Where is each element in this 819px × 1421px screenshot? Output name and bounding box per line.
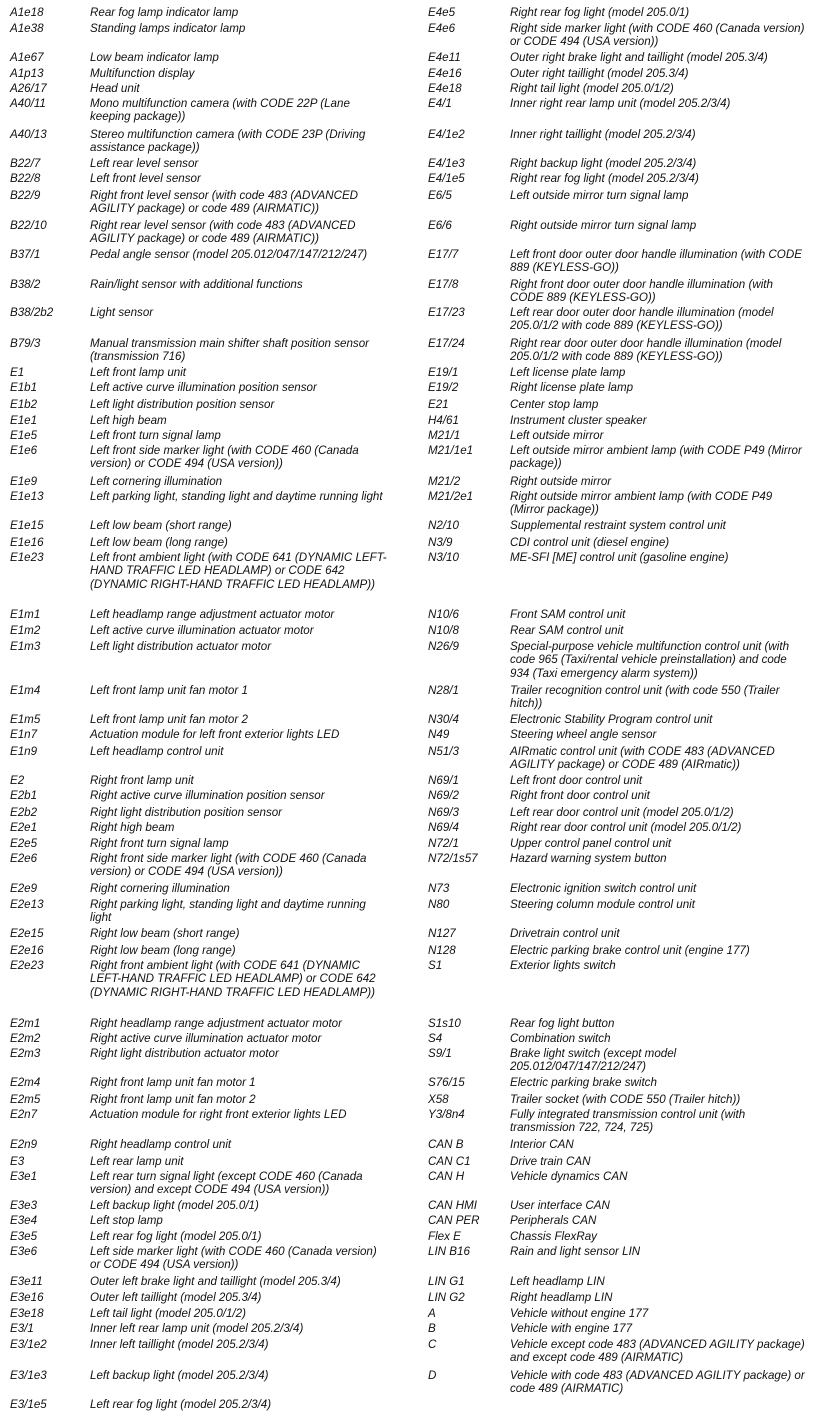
component-code: Y3/8n4	[428, 1108, 465, 1121]
component-description: Outer left brake light and taillight (model 205.3/4)	[90, 1275, 341, 1288]
component-description: Left outside mirror ambient lamp (with CODE P49 (Mirror package))	[510, 444, 802, 471]
component-code: B79/3	[10, 337, 41, 350]
component-code: E2e1	[10, 821, 38, 834]
component-description: Left rear turn signal light (except CODE 460 (Canada version) and except CODE 494 (USA version))	[90, 1170, 363, 1197]
component-description: Brake light switch (except model 205.012/047/147/212/247)	[510, 1047, 677, 1074]
component-code: B38/2b2	[10, 306, 54, 319]
component-code: S9/1	[428, 1047, 452, 1060]
component-description: Right parking light, standing light and daytime running light	[90, 898, 366, 925]
component-description: Right front lamp unit fan motor 1	[90, 1076, 256, 1089]
component-description: Light sensor	[90, 306, 154, 319]
component-description: Left rear door control unit (model 205.0/1/2)	[510, 806, 734, 819]
component-description: Right cornering illumination	[90, 882, 230, 895]
component-description: Chassis FlexRay	[510, 1230, 597, 1243]
component-description: Instrument cluster speaker	[510, 414, 647, 427]
component-code: CAN B	[428, 1138, 464, 1151]
component-code: E1m2	[10, 624, 41, 637]
component-description: Fully integrated transmission control unit (with transmission 722, 724, 725)	[510, 1108, 746, 1135]
component-code: E6/5	[428, 189, 452, 202]
component-code: N69/4	[428, 821, 459, 834]
component-description: Electronic Stability Program control unit	[510, 713, 713, 726]
component-description: User interface CAN	[510, 1199, 610, 1212]
component-code: A1e67	[10, 51, 44, 64]
component-code: CAN PER	[428, 1214, 480, 1227]
component-code: E4/1e5	[428, 172, 465, 185]
component-description: Right front door control unit	[510, 789, 650, 802]
component-description: Right outside mirror	[510, 475, 612, 488]
component-code: N30/4	[428, 713, 459, 726]
component-code: E19/1	[428, 366, 459, 379]
component-code: B22/9	[10, 189, 41, 202]
component-description: Vehicle with engine 177	[510, 1322, 633, 1335]
component-description: Right outside mirror turn signal lamp	[510, 219, 697, 232]
component-description: Actuation module for left front exterior lights LED	[90, 728, 340, 741]
component-code: M21/2	[428, 475, 461, 488]
component-code: A40/11	[10, 97, 46, 110]
component-code: E3/1	[10, 1322, 34, 1335]
component-code: N2/10	[428, 519, 459, 532]
component-code: E2e6	[10, 852, 38, 865]
component-description: Rear fog light button	[510, 1017, 615, 1030]
component-description: Rear SAM control unit	[510, 624, 624, 637]
component-code: E2m3	[10, 1047, 41, 1060]
component-code: E2	[10, 774, 25, 787]
component-description: Left front ambient light (with CODE 641 (DYNAMIC LEFT-HAND TRAFFIC LED HEADLAMP) or CODE 642 (DYNAMIC RIGHT-HAND TRAFFIC LED HEADLAMP))	[90, 551, 387, 591]
component-code: N26/9	[428, 640, 459, 653]
component-description: Left backup light (model 205.2/3/4)	[90, 1369, 269, 1382]
component-code: N10/6	[428, 608, 459, 621]
component-code: N127	[428, 927, 456, 940]
component-code: E4/1e2	[428, 128, 465, 141]
component-description: Left outside mirror turn signal lamp	[510, 189, 689, 202]
component-code: E1n9	[10, 745, 38, 758]
component-description: Right low beam (long range)	[90, 944, 236, 957]
component-code: E1e9	[10, 475, 38, 488]
component-code: X58	[428, 1093, 449, 1106]
component-code: LIN G1	[428, 1275, 465, 1288]
component-description: Inner left rear lamp unit (model 205.2/3/4)	[90, 1322, 304, 1335]
component-description: Right rear door outer door handle illumination (model 205.0/1/2 with code 889 (KEYLESS-GO))	[510, 337, 782, 364]
component-description: Upper control panel control unit	[510, 837, 672, 850]
component-code: E1m1	[10, 608, 41, 621]
component-code: E4/1e3	[428, 157, 465, 170]
component-code: E1e23	[10, 551, 44, 564]
component-code: E2m5	[10, 1093, 41, 1106]
component-code: A40/13	[10, 128, 47, 141]
component-description: Left rear door outer door handle illumination (model 205.0/1/2 with code 889 (KEYLESS-GO))	[510, 306, 774, 333]
component-code: E4e6	[428, 22, 456, 35]
component-description: Left headlamp LIN	[510, 1275, 605, 1288]
component-code: CAN HMI	[428, 1199, 477, 1212]
component-code: N80	[428, 898, 450, 911]
component-description: Rain and light sensor LIN	[510, 1245, 641, 1258]
component-description: Right active curve illumination position sensor	[90, 789, 325, 802]
component-code: E3e16	[10, 1291, 44, 1304]
component-code: E4e16	[428, 67, 462, 80]
component-description: Steering column module control unit	[510, 898, 695, 911]
component-description: Right front ambient light (with CODE 641 (DYNAMIC LEFT-HAND TRAFFIC LED HEADLAMP) or CODE 642 (DYNAMIC RIGHT-HAND TRAFFIC LED HEADLAMP))	[90, 959, 376, 999]
component-description: Left stop lamp	[90, 1214, 163, 1227]
component-code: E19/2	[428, 381, 459, 394]
component-code: E6/6	[428, 219, 452, 232]
component-code: E1e13	[10, 490, 44, 503]
component-description: Right front turn signal lamp	[90, 837, 229, 850]
component-code: S1s10	[428, 1017, 461, 1030]
component-code: D	[428, 1369, 437, 1382]
component-description: Outer left taillight (model 205.3/4)	[90, 1291, 262, 1304]
component-description: Actuation module for right front exterior lights LED	[90, 1108, 347, 1121]
component-description: Supplemental restraint system control unit	[510, 519, 726, 532]
component-description: Combination switch	[510, 1032, 611, 1045]
component-description: Left front side marker light (with CODE 460 (Canada version) or CODE 494 (USA version))	[90, 444, 359, 471]
component-description: Electric parking brake control unit (engine 177)	[510, 944, 750, 957]
component-description: Vehicle except code 483 (ADVANCED AGILITY package) and except code 489 (AIRMATIC)	[510, 1338, 805, 1365]
component-description: Right headlamp LIN	[510, 1291, 613, 1304]
component-code: E3e5	[10, 1230, 38, 1243]
component-code: A1p13	[10, 67, 44, 80]
component-description: Right rear door control unit (model 205.0/1/2)	[510, 821, 742, 834]
component-code: E1	[10, 366, 25, 379]
component-description: Special-purpose vehicle multifunction control unit (with code 965 (Taxi/rental vehicle preinstallation) and code 934 (Taxi emergency alarm system))	[510, 640, 790, 680]
component-description: Right high beam	[90, 821, 175, 834]
component-code: A1e38	[10, 22, 44, 35]
component-code: E1n7	[10, 728, 38, 741]
component-description: Interior CAN	[510, 1138, 574, 1151]
component-code: N69/3	[428, 806, 459, 819]
component-code: Flex E	[428, 1230, 461, 1243]
component-code: E2e16	[10, 944, 44, 957]
component-description: Left rear fog light (model 205.0/1)	[90, 1230, 262, 1243]
component-code: E3e3	[10, 1199, 38, 1212]
component-code: LIN B16	[428, 1245, 470, 1258]
component-description: Right low beam (short range)	[90, 927, 240, 940]
component-description: Outer right brake light and taillight (model 205.3/4)	[510, 51, 768, 64]
component-description: Left high beam	[90, 414, 167, 427]
component-code: S76/15	[428, 1076, 465, 1089]
component-description: Stereo multifunction camera (with CODE 23P (Driving assistance package))	[90, 128, 366, 155]
component-description: Right rear fog light (model 205.0/1)	[510, 6, 690, 19]
component-code: E3e4	[10, 1214, 38, 1227]
component-code: N73	[428, 882, 450, 895]
component-code: E4e5	[428, 6, 456, 19]
component-code: N51/3	[428, 745, 459, 758]
component-description: Left light distribution position sensor	[90, 398, 275, 411]
component-description: AIRmatic control unit (with CODE 483 (ADVANCED AGILITY package) or CODE 489 (AIRmatic))	[510, 745, 775, 772]
component-code: E17/8	[428, 278, 459, 291]
component-description: Right front level sensor (with code 483 (ADVANCED AGILITY package) or code 489 (AIRMATIC))	[90, 189, 359, 216]
component-code: E2b1	[10, 789, 38, 802]
component-code: M21/2e1	[428, 490, 474, 503]
component-code: E1b2	[10, 398, 38, 411]
component-code: E1m5	[10, 713, 41, 726]
component-code: E17/24	[428, 337, 465, 350]
component-code: E2e5	[10, 837, 38, 850]
component-description: Vehicle dynamics CAN	[510, 1170, 628, 1183]
component-code: N69/2	[428, 789, 459, 802]
component-description: Mono multifunction camera (with CODE 22P (Lane keeping package))	[90, 97, 350, 124]
component-code: E3/1e3	[10, 1369, 47, 1382]
component-code: E3	[10, 1155, 25, 1168]
component-code: E2e15	[10, 927, 44, 940]
component-code: H4/61	[428, 414, 459, 427]
component-code: E2m4	[10, 1076, 41, 1089]
component-description: Left front door outer door handle illumination (with CODE 889 (KEYLESS-GO))	[510, 248, 802, 275]
component-description: Right headlamp control unit	[90, 1138, 232, 1151]
component-code: B22/8	[10, 172, 41, 185]
component-description: Low beam indicator lamp	[90, 51, 219, 64]
component-code: E3e1	[10, 1170, 38, 1183]
component-code: E2n7	[10, 1108, 38, 1121]
component-code: N3/10	[428, 551, 459, 564]
component-code: CAN C1	[428, 1155, 471, 1168]
component-description: Electric parking brake switch	[510, 1076, 657, 1089]
component-description: Drivetrain control unit	[510, 927, 620, 940]
component-code: C	[428, 1338, 437, 1351]
component-code: B37/1	[10, 248, 41, 261]
component-code: A1e18	[10, 6, 44, 19]
component-description: Right outside mirror ambient lamp (with CODE P49 (Mirror package))	[510, 490, 773, 517]
component-code: N69/1	[428, 774, 459, 787]
component-code: A	[428, 1307, 436, 1320]
component-code: N10/8	[428, 624, 459, 637]
component-description: Left front lamp unit	[90, 366, 187, 379]
component-description: ME-SFI [ME] control unit (gasoline engine)	[510, 551, 729, 564]
component-code: E4e11	[428, 51, 461, 64]
component-description: Right side marker light (with CODE 460 (Canada version) or CODE 494 (USA version))	[510, 22, 805, 49]
component-description: Left rear lamp unit	[90, 1155, 184, 1168]
component-code: E1m4	[10, 684, 41, 697]
component-description: Right tail light (model 205.0/1/2)	[510, 82, 674, 95]
component-description: Standing lamps indicator lamp	[90, 22, 246, 35]
component-description: Left front lamp unit fan motor 2	[90, 713, 248, 726]
component-description: Left front lamp unit fan motor 1	[90, 684, 248, 697]
component-description: Right front side marker light (with CODE 460 (Canada version) or CODE 494 (USA version))	[90, 852, 367, 879]
component-description: Trailer socket (with CODE 550 (Trailer hitch))	[510, 1093, 741, 1106]
component-code: S1	[428, 959, 443, 972]
component-description: Manual transmission main shifter shaft position sensor (transmission 716)	[90, 337, 370, 364]
component-description: Left backup light (model 205.0/1)	[90, 1199, 259, 1212]
component-description: Left active curve illumination actuator motor	[90, 624, 314, 637]
component-code: B22/7	[10, 157, 41, 170]
component-code: A26/17	[10, 82, 47, 95]
component-code: N28/1	[428, 684, 459, 697]
component-code: N72/1	[428, 837, 459, 850]
component-description: Vehicle with code 483 (ADVANCED AGILITY package) or code 489 (AIRMATIC)	[510, 1369, 805, 1396]
component-code: E2e23	[10, 959, 44, 972]
component-description: Right rear fog light (model 205.2/3/4)	[510, 172, 699, 185]
component-description: Multifunction display	[90, 67, 195, 80]
component-code: E17/23	[428, 306, 465, 319]
component-description: Rear fog lamp indicator lamp	[90, 6, 239, 19]
component-code: E3/1e2	[10, 1338, 47, 1351]
component-code: E2m2	[10, 1032, 41, 1045]
component-description: Left tail light (model 205.0/1/2)	[90, 1307, 246, 1320]
component-code: M21/1e1	[428, 444, 474, 457]
component-code: E1e6	[10, 444, 38, 457]
component-description: Left license plate lamp	[510, 366, 626, 379]
component-description: Front SAM control unit	[510, 608, 626, 621]
component-code: E21	[428, 398, 449, 411]
component-description: Left rear level sensor	[90, 157, 199, 170]
component-code: E2e13	[10, 898, 44, 911]
component-description: Right front door outer door handle illumination (with CODE 889 (KEYLESS-GO))	[510, 278, 773, 305]
component-description: Inner right rear lamp unit (model 205.2/3/4)	[510, 97, 731, 110]
component-code: E1e1	[10, 414, 38, 427]
component-code: E2e9	[10, 882, 38, 895]
component-code: E2n9	[10, 1138, 38, 1151]
component-description: Outer right taillight (model 205.3/4)	[510, 67, 689, 80]
component-description: Right license plate lamp	[510, 381, 634, 394]
component-description: Drive train CAN	[510, 1155, 591, 1168]
component-description: Right front lamp unit	[90, 774, 194, 787]
component-code: M21/1	[428, 429, 461, 442]
component-description: Right light distribution position sensor	[90, 806, 283, 819]
component-description: Pedal angle sensor (model 205.012/047/147/212/247)	[90, 248, 368, 261]
component-code: E1e15	[10, 519, 44, 532]
component-code: E1m3	[10, 640, 41, 653]
component-description: Left headlamp control unit	[90, 745, 224, 758]
component-description: Inner left taillight (model 205.2/3/4)	[90, 1338, 269, 1351]
component-code: N49	[428, 728, 450, 741]
component-code: E1e5	[10, 429, 38, 442]
component-description: Left outside mirror	[510, 429, 604, 442]
component-code: E1e16	[10, 536, 44, 549]
component-code: E4e18	[428, 82, 462, 95]
component-description: Left side marker light (with CODE 460 (Canada version) or CODE 494 (USA version))	[90, 1245, 377, 1272]
component-code: E4/1	[428, 97, 452, 110]
component-description: Left front level sensor	[90, 172, 201, 185]
component-description: Trailer recognition control unit (with code 550 (Trailer hitch))	[510, 684, 780, 711]
component-description: Inner right taillight (model 205.2/3/4)	[510, 128, 696, 141]
component-description: Exterior lights switch	[510, 959, 616, 972]
component-code: LIN G2	[428, 1291, 465, 1304]
component-description: Left light distribution actuator motor	[90, 640, 272, 653]
component-code: B	[428, 1322, 436, 1335]
component-description: Right front lamp unit fan motor 2	[90, 1093, 256, 1106]
component-description: Peripherals CAN	[510, 1214, 597, 1227]
component-description: Right backup light (model 205.2/3/4)	[510, 157, 697, 170]
component-description: Left active curve illumination position sensor	[90, 381, 317, 394]
component-code: E3e11	[10, 1275, 43, 1288]
component-code: E3/1e5	[10, 1398, 47, 1411]
component-description: Left low beam (short range)	[90, 519, 232, 532]
component-description: Left rear fog light (model 205.2/3/4)	[90, 1398, 272, 1411]
component-code: E2m1	[10, 1017, 41, 1030]
component-code: CAN H	[428, 1170, 465, 1183]
component-description: Left parking light, standing light and daytime running light	[90, 490, 383, 503]
component-code: N128	[428, 944, 456, 957]
component-code: N3/9	[428, 536, 453, 549]
component-code: B38/2	[10, 278, 41, 291]
component-description: Left low beam (long range)	[90, 536, 228, 549]
component-description: Hazard warning system button	[510, 852, 667, 865]
component-description: CDI control unit (diesel engine)	[510, 536, 670, 549]
component-code: B22/10	[10, 219, 47, 232]
component-description: Vehicle without engine 177	[510, 1307, 649, 1320]
component-description: Electronic ignition switch control unit	[510, 882, 697, 895]
component-description: Right light distribution actuator motor	[90, 1047, 279, 1060]
component-code: E1b1	[10, 381, 38, 394]
component-code: S4	[428, 1032, 443, 1045]
component-description: Right rear level sensor (with code 483 (ADVANCED AGILITY package) or code 489 (AIRMATIC))	[90, 219, 356, 246]
component-description: Left front door control unit	[510, 774, 643, 787]
component-description: Right headlamp range adjustment actuator motor	[90, 1017, 342, 1030]
component-code: N72/1s57	[428, 852, 478, 865]
component-description: Left cornering illumination	[90, 475, 223, 488]
component-code: E3e6	[10, 1245, 38, 1258]
component-description: Center stop lamp	[510, 398, 599, 411]
component-description: Right active curve illumination actuator motor	[90, 1032, 322, 1045]
component-description: Left headlamp range adjustment actuator motor	[90, 608, 335, 621]
component-code: E2b2	[10, 806, 38, 819]
component-description: Rain/light sensor with additional functions	[90, 278, 303, 291]
component-description: Steering wheel angle sensor	[510, 728, 657, 741]
component-description: Head unit	[90, 82, 140, 95]
component-description: Left front turn signal lamp	[90, 429, 221, 442]
component-code: E3e18	[10, 1307, 44, 1320]
component-code: E17/7	[428, 248, 459, 261]
